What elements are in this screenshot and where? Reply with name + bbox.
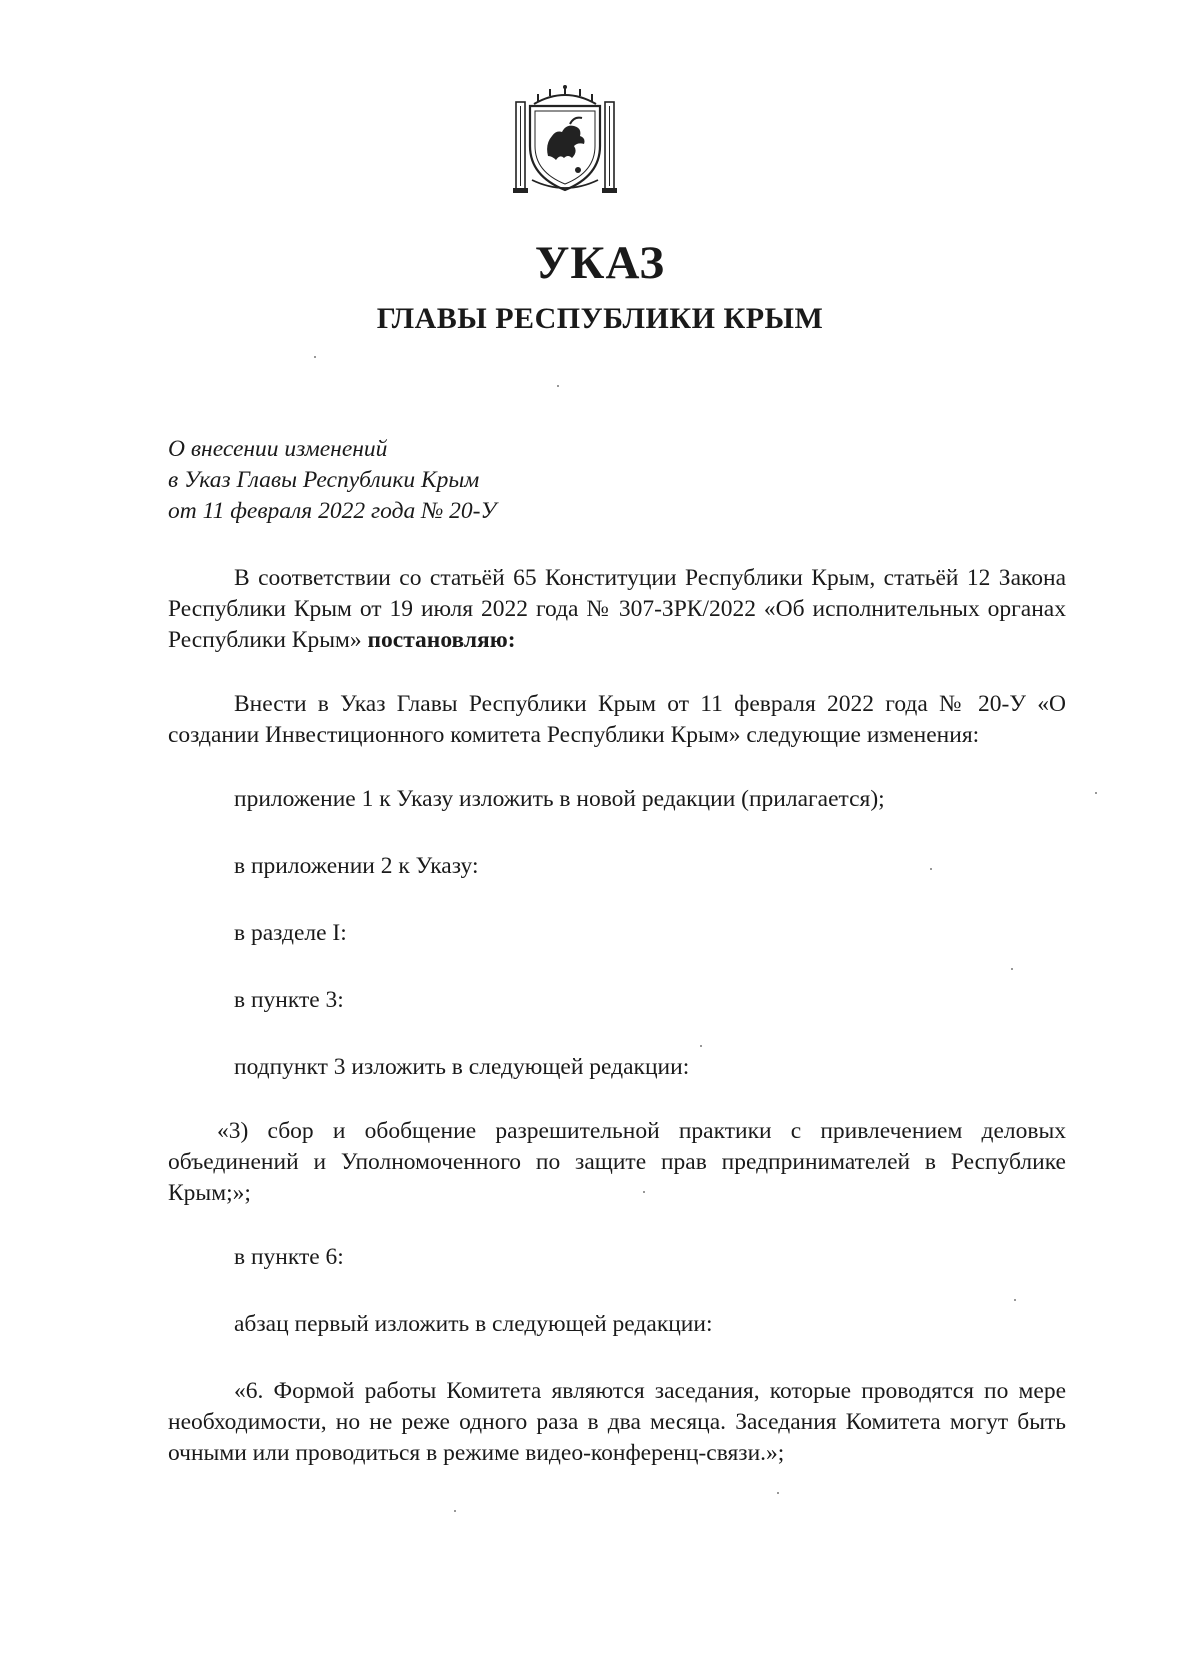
document-body	[168, 563, 1066, 1500]
point-6-quote: «6. Формой работы Комитета являются заседания, которые проводятся по мере необходимости, но не реже одного раза в два месяца. Заседания Комитета могут быть очными или проводиться в режиме видео-конференц-связи.»;	[168, 1378, 1066, 1466]
document-subtitle: ГЛАВЫ РЕСПУБЛИКИ КРЫМ	[376, 302, 824, 335]
subject-heading	[168, 434, 496, 527]
preamble-text: В соответствии со статьёй 65 Конституции Республики Крым, статьёй 12 Закона Республики Крым от 19 июля 2022 года № 307-ЗРК/2022 «Об исполнительных органах Республики Крым»	[168, 565, 1066, 653]
crimea-coat-of-arms-icon	[512, 84, 618, 196]
subpoint-3-quote: «3) сбор и обобщение разрешительной практики с привлечением деловых объединений и Уполномоченного по защите прав предпринимателей в Республике Крым;»;	[168, 1118, 1066, 1206]
subject-line-2: в Указ Главы Республики Крым	[168, 467, 480, 493]
resolution-word: постановляю:	[367, 627, 516, 653]
amendment-intro-paragraph: Внести в Указ Главы Республики Крым от 11 февраля 2022 года № 20-У «О создании Инвестиционного комитета Республики Крым» следующие изменения:	[168, 691, 1066, 748]
scan-speck	[1014, 1299, 1016, 1301]
scan-speck	[454, 1510, 456, 1512]
point-6-paragraph: в пункте 6:	[234, 1244, 344, 1270]
scan-speck	[777, 1492, 779, 1494]
appendix-1-paragraph: приложение 1 к Указу изложить в новой редакции (прилагается);	[234, 786, 885, 812]
point-3-paragraph: в пункте 3:	[234, 987, 344, 1013]
scan-speck	[557, 385, 559, 387]
scan-speck	[643, 1191, 645, 1193]
section-1-paragraph: в разделе I:	[234, 920, 347, 946]
scan-speck	[700, 1045, 702, 1047]
scan-speck	[314, 356, 316, 358]
document-title: УКАЗ	[534, 237, 666, 289]
scan-speck	[1095, 792, 1097, 794]
first-paragraph-instruction: абзац первый изложить в следующей редакции:	[234, 1311, 713, 1337]
subpoint-3-paragraph: подпункт 3 изложить в следующей редакции:	[234, 1054, 690, 1080]
appendix-2-paragraph: в приложении 2 к Указу:	[234, 853, 479, 879]
scan-speck	[1011, 968, 1013, 970]
scan-speck	[930, 868, 932, 870]
preamble-paragraph	[168, 563, 1066, 656]
subject-line-1: О внесении изменений	[168, 436, 388, 462]
subject-line-3: от 11 февраля 2022 года № 20-У	[168, 498, 497, 524]
